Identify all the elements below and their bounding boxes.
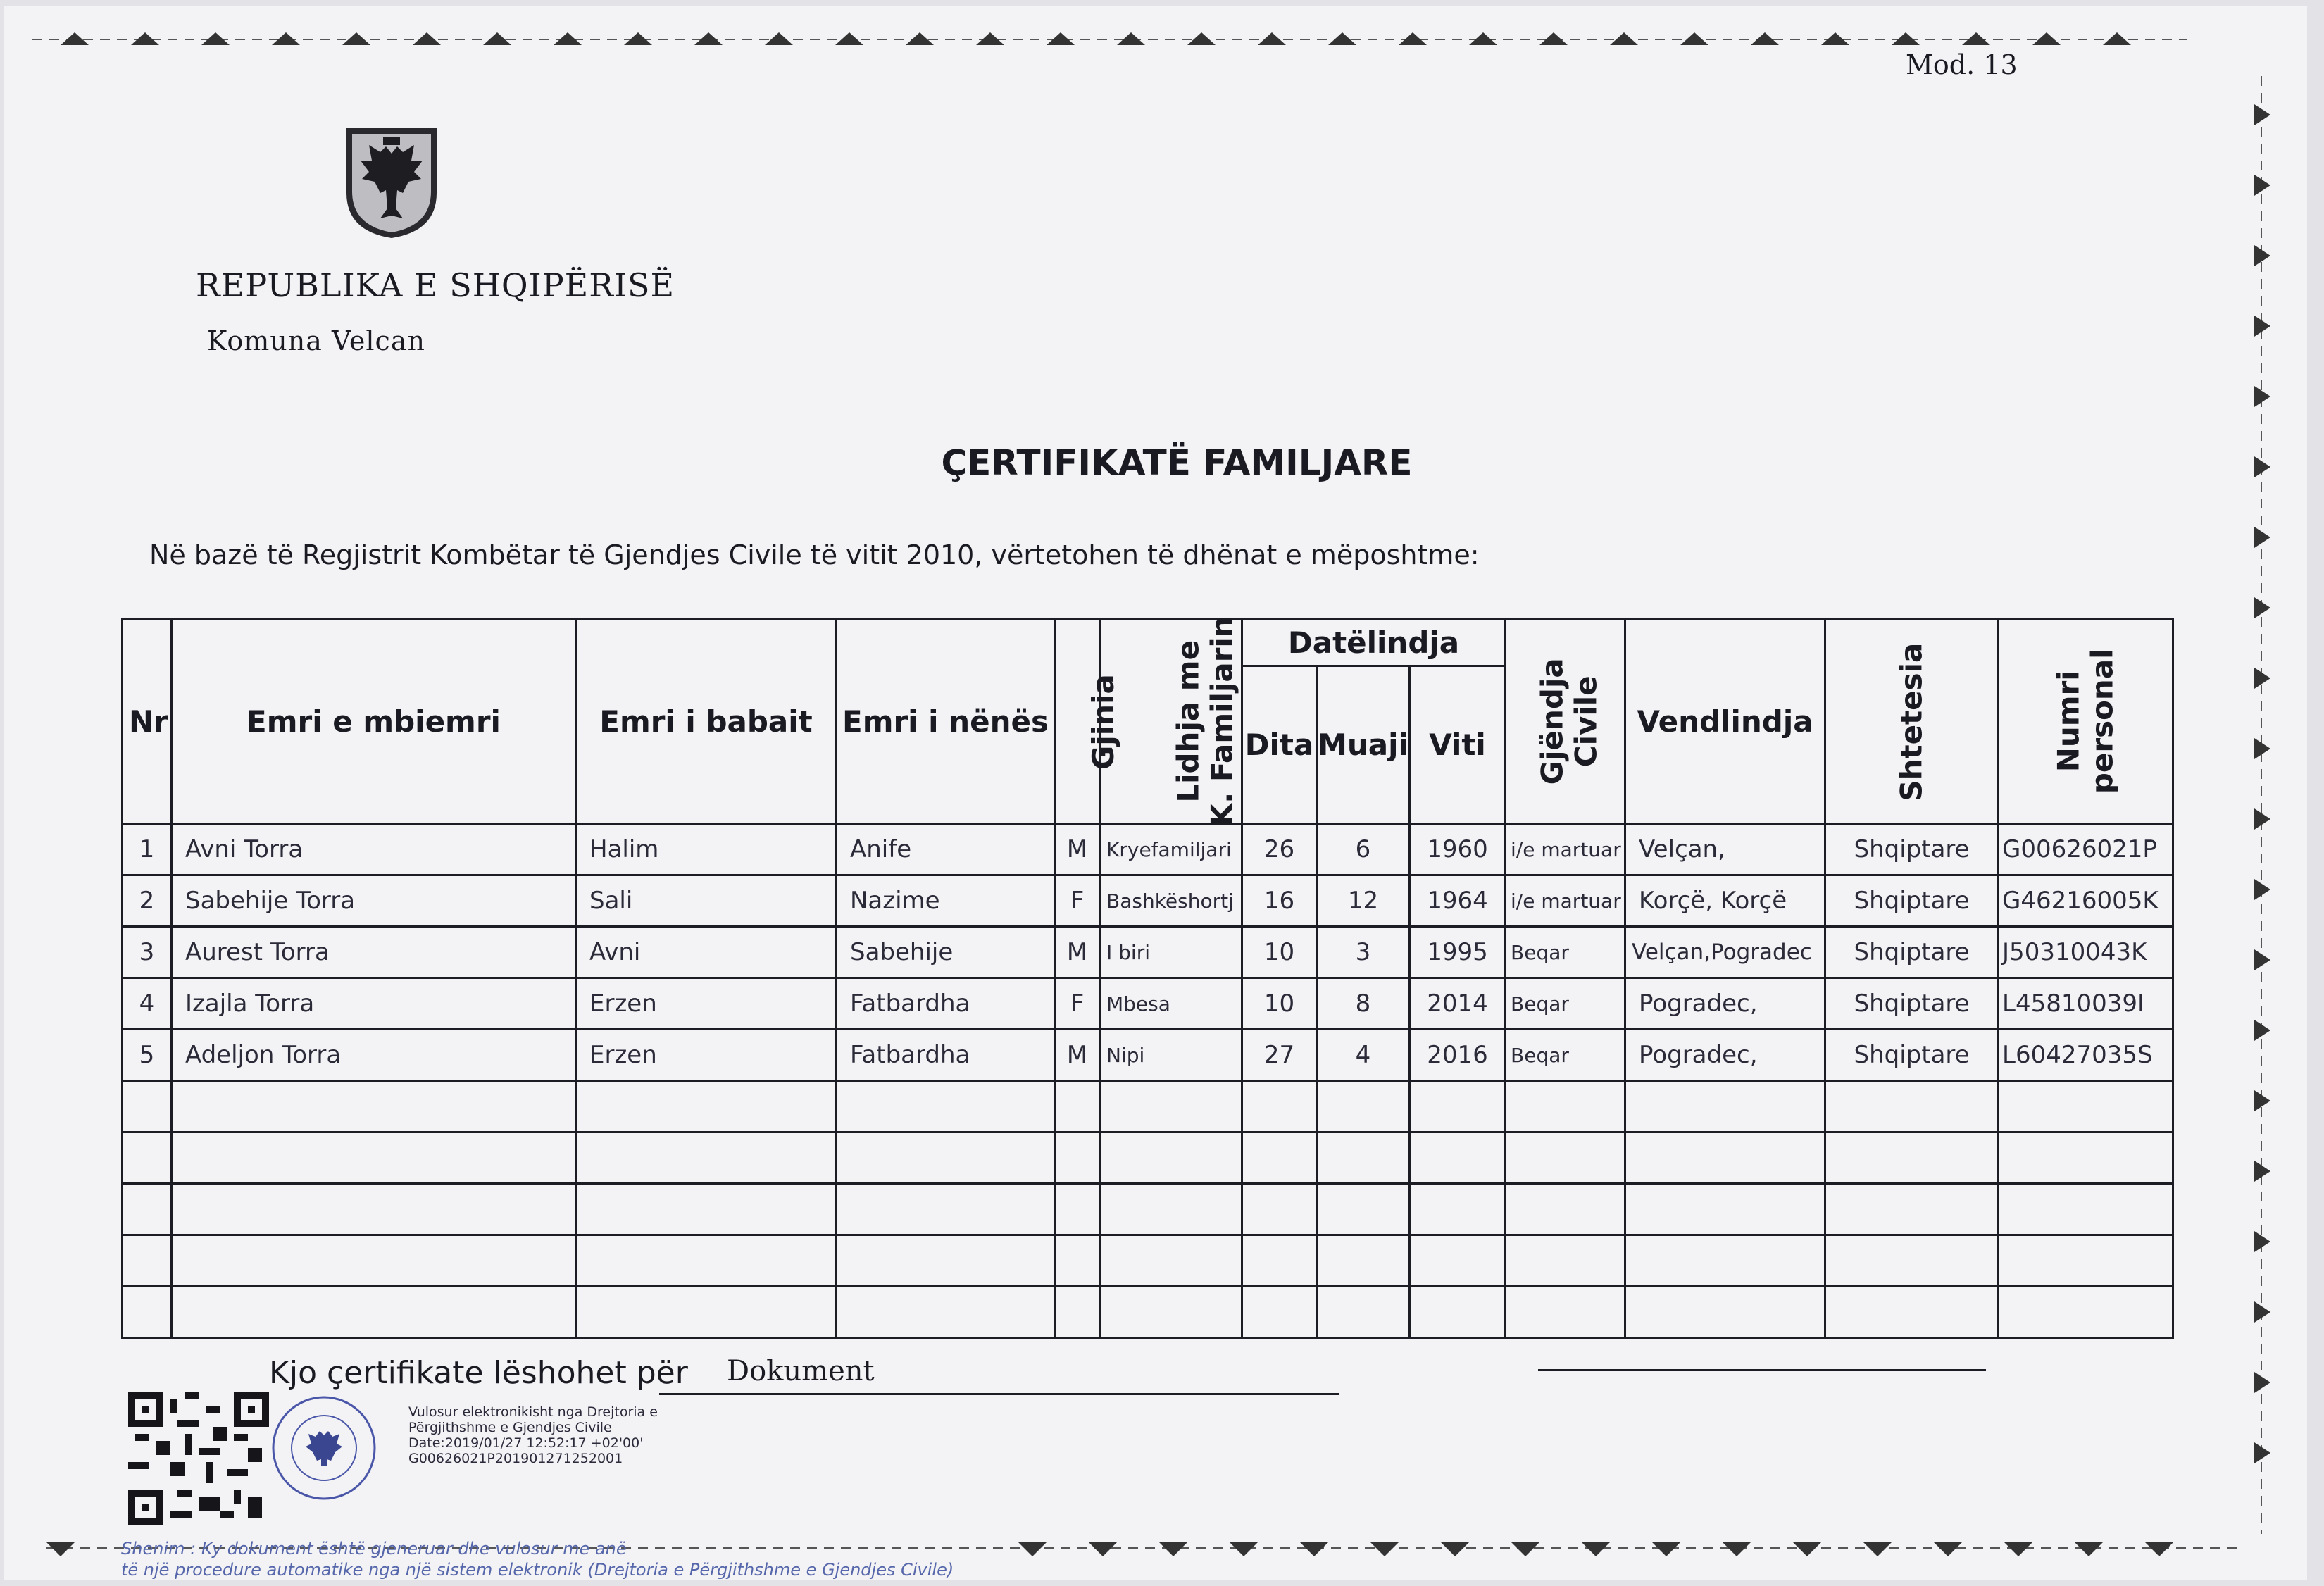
decorative-border-top: [32, 25, 2187, 54]
cell-father: Sali: [576, 875, 837, 927]
cell-father: Erzen: [576, 1030, 837, 1081]
cell-name: Avni Torra: [172, 824, 576, 875]
cell-personal-id: G00626021P: [1999, 824, 2173, 875]
cell-citizenship: Shqiptare: [1825, 1030, 1999, 1081]
cell-gender: F: [1055, 978, 1100, 1030]
estamp-line: G00626021P201901271252001: [408, 1451, 623, 1466]
empty-row: [123, 1184, 2173, 1235]
cell-gender: F: [1055, 875, 1100, 927]
table-row: [123, 824, 2173, 875]
footer-note-line2: të një procedure automatike nga një sistem elektronik (Drejtoria e Përgjithshme e Gjendjes Civile): [121, 1560, 954, 1580]
estamp-line: Date:2019/01/27 12:52:17 +02'00': [408, 1435, 644, 1451]
cell-mother: Anife: [837, 824, 1055, 875]
cell-month: 6: [1317, 824, 1410, 875]
cell-birthplace: Velçan,Pogradec: [1625, 927, 1825, 978]
page-title: ÇERTIFIKATË FAMILJARE: [941, 442, 1413, 483]
cell-birthplace: Korçë, Korçë: [1625, 875, 1825, 927]
cell-personal-id: L45810039I: [1999, 978, 2173, 1030]
issued-for-underline: [659, 1393, 1339, 1395]
col-header-nr: Nr: [123, 620, 172, 824]
cell-month: 3: [1317, 927, 1410, 978]
cell-mother: Nazime: [837, 875, 1055, 927]
cell-nr: 5: [123, 1030, 172, 1081]
cell-father: Avni: [576, 927, 837, 978]
cell-father: Erzen: [576, 978, 837, 1030]
civil-line1: Gjëndja: [1535, 658, 1570, 785]
cell-relation: Mbesa: [1100, 978, 1242, 1030]
footer-note-line1: Shenim : Ky dokument është gjeneruar dhe vulosur me anë: [121, 1539, 627, 1559]
issued-for-value: Dokument: [727, 1355, 875, 1387]
cell-year: 2016: [1410, 1030, 1506, 1081]
empty-row: [123, 1081, 2173, 1132]
cell-day: 10: [1242, 927, 1317, 978]
cell-year: 1960: [1410, 824, 1506, 875]
id-line1: Numri: [2051, 670, 2086, 773]
cell-day: 27: [1242, 1030, 1317, 1081]
cell-day: 10: [1242, 978, 1317, 1030]
col-header-day: Dita: [1242, 666, 1317, 824]
id-line2: personal: [2085, 649, 2120, 794]
civil-line2: Civile: [1569, 675, 1604, 768]
cell-civil: i/e martuar: [1506, 824, 1625, 875]
cell-civil: Beqar: [1506, 978, 1625, 1030]
col-header-name: Emri e mbiemri: [172, 620, 576, 824]
col-header-personal-id: [1999, 620, 2173, 824]
cell-personal-id: G46216005K: [1999, 875, 2173, 927]
cell-mother: Fatbardha: [837, 978, 1055, 1030]
col-header-birth-date: Datëlindja: [1242, 620, 1506, 666]
cell-day: 26: [1242, 824, 1317, 875]
table-row: [123, 1030, 2173, 1081]
cell-month: 8: [1317, 978, 1410, 1030]
cell-citizenship: Shqiptare: [1825, 824, 1999, 875]
cell-citizenship: Shqiptare: [1825, 927, 1999, 978]
cell-nr: 1: [123, 824, 172, 875]
cell-citizenship: Shqiptare: [1825, 875, 1999, 927]
cell-nr: 4: [123, 978, 172, 1030]
relation-line2: K. Familjarin: [1205, 616, 1239, 827]
estamp-line: Vulosur elektronikisht nga Drejtoria e: [408, 1404, 658, 1420]
electronic-stamp-text: [408, 1404, 658, 1466]
cell-civil: Beqar: [1506, 1030, 1625, 1081]
cell-year: 1964: [1410, 875, 1506, 927]
cell-gender: M: [1055, 1030, 1100, 1081]
official-seal-icon: [270, 1394, 377, 1501]
cell-gender: M: [1055, 824, 1100, 875]
empty-row: [123, 1132, 2173, 1184]
cell-civil: Beqar: [1506, 927, 1625, 978]
form-code: Mod. 13: [1906, 49, 2018, 80]
albanian-coat-of-arms-icon: [344, 125, 439, 241]
cell-gender: M: [1055, 927, 1100, 978]
qr-code-icon: [128, 1392, 269, 1525]
col-header-month: Muaji: [1317, 666, 1410, 824]
cell-name: Izajla Torra: [172, 978, 576, 1030]
table-row: [123, 978, 2173, 1030]
cell-mother: Sabehije: [837, 927, 1055, 978]
empty-row: [123, 1287, 2173, 1338]
col-header-civil-status: [1506, 620, 1625, 824]
cell-relation: Nipi: [1100, 1030, 1242, 1081]
cell-mother: Fatbardha: [837, 1030, 1055, 1081]
cell-relation: Bashkëshortj: [1100, 875, 1242, 927]
intro-text: Në bazë të Regjistrit Kombëtar të Gjendjes Civile të vitit 2010, vërtetohen të dhënat e mëposhtme:: [149, 539, 1480, 570]
col-header-gender: Gjinia: [1055, 620, 1100, 824]
republic-heading: REPUBLIKA E SHQIPËRISË: [196, 266, 675, 304]
relation-line1: Lidhja me: [1170, 640, 1206, 803]
cell-birthplace: Velçan,: [1625, 824, 1825, 875]
col-header-citizenship: Shtetesia: [1825, 620, 1999, 824]
cell-day: 16: [1242, 875, 1317, 927]
cell-nr: 3: [123, 927, 172, 978]
signature-line: [1538, 1369, 1986, 1371]
table-row: [123, 927, 2173, 978]
cell-civil: i/e martuar: [1506, 875, 1625, 927]
cell-citizenship: Shqiptare: [1825, 978, 1999, 1030]
cell-personal-id: L60427035S: [1999, 1030, 2173, 1081]
cell-name: Aurest Torra: [172, 927, 576, 978]
col-header-relation: [1100, 616, 1242, 827]
cell-relation: I biri: [1100, 927, 1242, 978]
cell-year: 2014: [1410, 978, 1506, 1030]
cell-year: 1995: [1410, 927, 1506, 978]
table-row: [123, 875, 2173, 927]
cell-relation: Kryefamiljari: [1100, 824, 1242, 875]
empty-row: [123, 1235, 2173, 1287]
cell-nr: 2: [123, 875, 172, 927]
cell-name: Sabehije Torra: [172, 875, 576, 927]
cell-name: Adeljon Torra: [172, 1030, 576, 1081]
municipality-name: Komuna Velcan: [207, 325, 425, 356]
col-header-mother: Emri i nënës: [837, 620, 1055, 824]
cell-birthplace: Pogradec,: [1625, 1030, 1825, 1081]
family-members-table: [121, 618, 2174, 1339]
cell-month: 12: [1317, 875, 1410, 927]
cell-birthplace: Pogradec,: [1625, 978, 1825, 1030]
cell-personal-id: J50310043K: [1999, 927, 2173, 978]
col-header-year: Viti: [1410, 666, 1506, 824]
issued-for-label: Kjo çertifikate lëshohet për: [269, 1355, 688, 1391]
decorative-border-right: [2244, 76, 2279, 1534]
col-header-father: Emri i babait: [576, 620, 837, 824]
footer-note: [121, 1538, 954, 1580]
certificate-sheet: [4, 6, 2307, 1580]
col-header-birthplace: Vendlindja: [1625, 620, 1825, 824]
estamp-line: Përgjithshme e Gjendjes Civile: [408, 1420, 612, 1435]
cell-month: 4: [1317, 1030, 1410, 1081]
cell-father: Halim: [576, 824, 837, 875]
